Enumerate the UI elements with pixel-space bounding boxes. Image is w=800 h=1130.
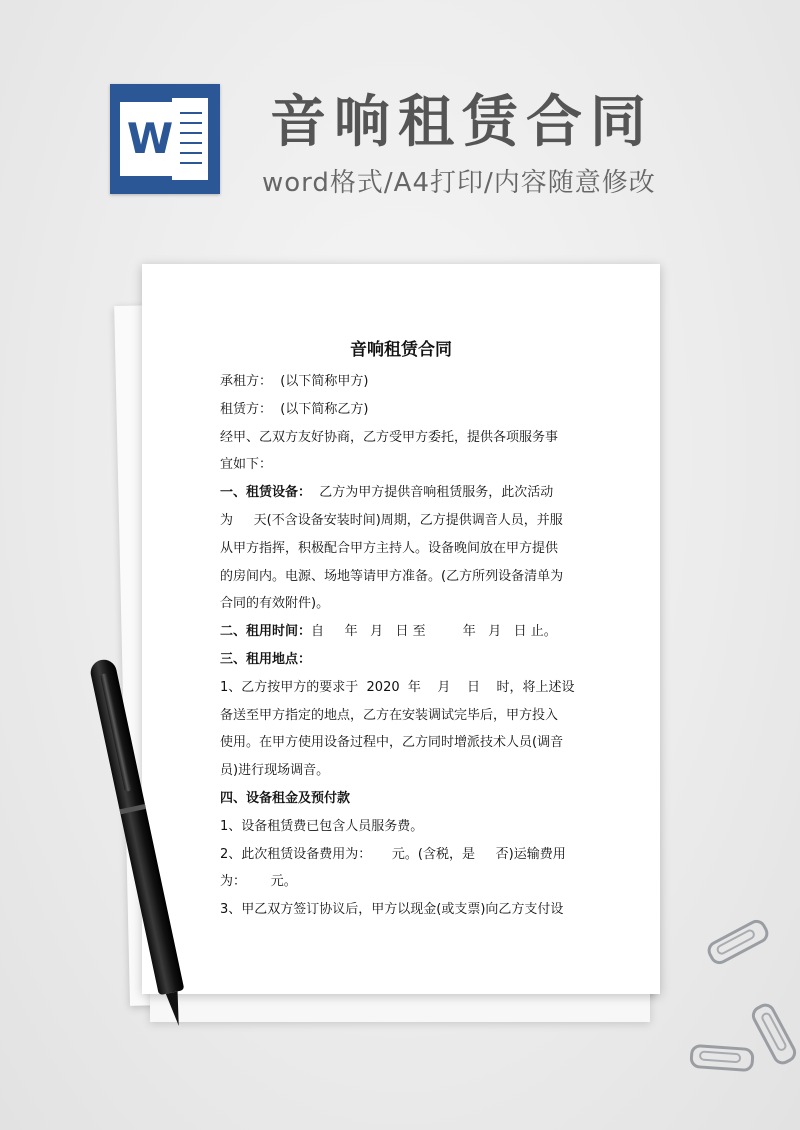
line-text: 的房间内。电源、场地等请甲方准备。(乙方所列设备清单为 [220,568,564,584]
document-line [220,507,582,535]
line-text: 合同的有效附件)。 [220,596,330,612]
line-text: 员)进行现场调音。 [220,763,330,779]
section-heading: 三、租用地点： [220,651,312,667]
line-text: 为： 元。 [220,874,297,890]
line-text: 3、甲乙双方签订协议后，甲方以现金(或支票)向乙方支付设 [220,902,564,918]
paperclip-icon [689,1044,755,1072]
document-line [220,841,582,869]
document-line [220,646,582,674]
line-text: 租赁方： (以下简称乙方) [220,401,369,417]
header-title: 音响租赁合同 [270,90,654,155]
word-logo-icon [110,84,220,194]
line-text: 从甲方指挥，积极配合甲方主持人。设备晚间放在甲方提供 [220,540,559,556]
document-line [220,813,582,841]
line-text: 经甲、乙双方友好协商，乙方受甲方委托，提供各项服务事 [220,429,559,445]
word-letter: W [126,114,174,163]
line-text: 宜如下： [220,457,273,473]
line-text: 1、设备租赁费已包含人员服务费。 [220,818,424,834]
document-line [220,424,582,452]
document-line [220,702,582,730]
line-text: 承租方： (以下简称甲方) [220,374,369,389]
document-line [220,479,582,507]
document-line [220,674,582,702]
document-line [220,368,582,396]
document-line [220,563,582,591]
document-page [142,264,660,994]
document-line [220,896,582,924]
document-line [220,757,582,785]
header-subtitle: word格式/A4打印/内容随意修改 [262,168,656,198]
document-line [220,396,582,424]
document-line [220,729,582,757]
line-text: 乙方为甲方提供音响租赁服务，此次活动 [311,485,554,501]
document-line [220,785,582,813]
section-heading: 一、租赁设备： [220,485,312,501]
document-line [220,451,582,479]
line-text: 使用。在甲方使用设备过程中，乙方同时增派技术人员(调音 [220,735,564,751]
document-line [220,535,582,563]
document-body [220,368,582,924]
line-text: 自 年 月 日 至 年 月 日 止。 [311,624,557,640]
line-text: 为 天(不含设备安装时间)周期，乙方提供调音人员，并服 [220,512,563,528]
section-heading: 二、租用时间： [220,624,312,640]
document-line [220,618,582,646]
document-line [220,590,582,618]
line-text: 2、此次租赁设备费用为： 元。(含税，是 否)运输费用 [220,846,566,862]
document-title: 音响租赁合同 [350,340,452,360]
line-text: 1、乙方按甲方的要求于 2020 年 月 日 时，将上述设 [220,679,575,695]
line-text: 备送至甲方指定的地点，乙方在安装调试完毕后，甲方投入 [220,707,559,723]
section-heading: 四、设备租金及预付款 [220,790,351,806]
word-letter-box [120,102,180,176]
document-line [220,868,582,896]
